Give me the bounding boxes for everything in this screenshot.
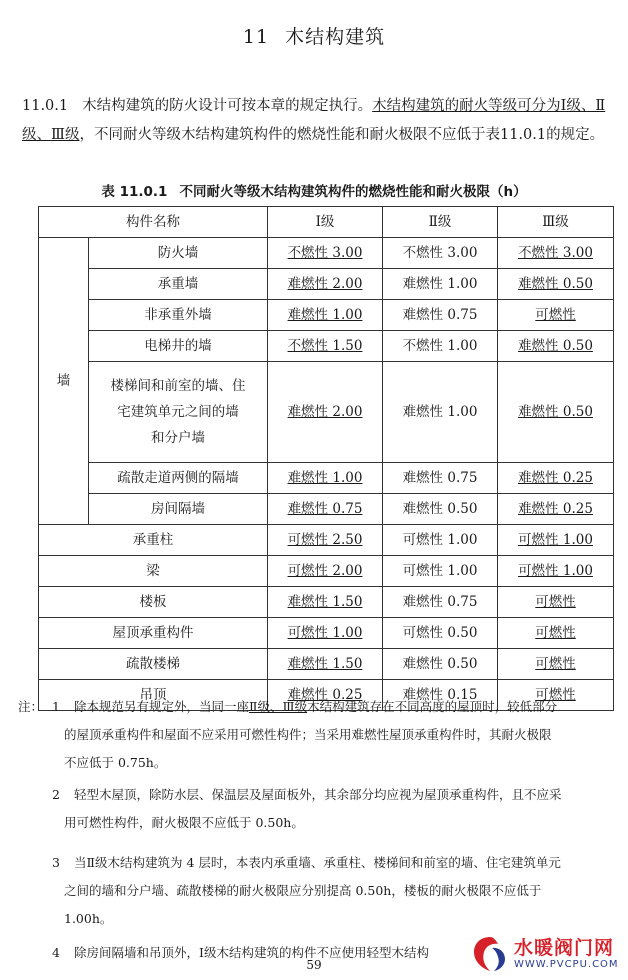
table-row: [39, 494, 614, 525]
note-1: 注： 1 除本规范另有规定外，当同一座Ⅱ级、Ⅲ级木结构建筑存在不同高度的屋顶时，较低部分 的屋顶承重构件和屋面不应采用可燃性构件；当采用难燃性屋顶承重构件时，其耐火极限 不应低于 0.75h。: [18, 693, 618, 777]
cell-grade-2: 难燃性 0.50: [383, 494, 498, 525]
cell-grade-1: 难燃性 1.50: [268, 649, 383, 680]
cell-grade-1: 可燃性 2.00: [268, 556, 383, 587]
cell-grade-2: 难燃性 0.75: [383, 587, 498, 618]
table-caption-number: 表 11.0.1: [101, 184, 168, 200]
cell-grade-2: 难燃性 0.75: [383, 463, 498, 494]
intro-paragraph: [22, 92, 612, 150]
table-row: [39, 463, 614, 494]
cell-grade-3: 不燃性 3.00: [498, 238, 614, 269]
page-number: 59: [306, 958, 322, 972]
notes-label: 注：: [18, 699, 44, 714]
note-1-underlined: Ⅱ级、Ⅲ级: [249, 699, 308, 714]
table-row: [39, 362, 614, 463]
wall-group-label: 墙: [39, 238, 89, 525]
table-caption-text: 不同耐火等级木结构建筑构件的燃烧性能和耐火极限（h）: [179, 184, 527, 200]
cell-grade-3: 可燃性: [498, 680, 614, 711]
row-name: 电梯井的墙: [89, 331, 268, 362]
watermark-title: 水暖阀门网: [514, 937, 615, 959]
header-component: 构件名称: [39, 207, 268, 238]
note-number: 1: [52, 699, 60, 714]
table-row: [39, 587, 614, 618]
cell-grade-3: 难燃性 0.25: [498, 463, 614, 494]
cell-grade-3: 可燃性: [498, 649, 614, 680]
cell-grade-1: 难燃性 1.00: [268, 300, 383, 331]
fire-rating-table: [38, 206, 614, 711]
intro-text-1: 木结构建筑的防火设计可按本章的规定执行。: [82, 98, 373, 114]
cell-grade-1: 难燃性 2.00: [268, 362, 383, 463]
chapter-title: 木结构建筑: [285, 26, 386, 48]
cell-grade-1: 难燃性 0.75: [268, 494, 383, 525]
note-2: 2 轻型木屋顶，除防水层、保温层及屋面板外，其余部分均应视为屋顶承重构件，且不应采 用可燃性构件，耐火极限不应低于 0.50h。: [18, 781, 618, 845]
watermark: [470, 930, 626, 978]
row-name: 楼板: [39, 587, 268, 618]
table-row: [39, 300, 614, 331]
cell-grade-2: 可燃性 0.50: [383, 618, 498, 649]
row-name-multiline: 楼梯间和前室的墙、住 宅建筑单元之间的墙 和分户墙: [89, 362, 268, 463]
cell-grade-3: 难燃性 0.50: [498, 362, 614, 463]
row-name: 承重柱: [39, 525, 268, 556]
intro-text-underlined: 木结构建筑的耐火等级可分为Ⅰ级、Ⅱ级、Ⅲ级: [22, 98, 606, 143]
cell-grade-1: 不燃性 1.50: [268, 331, 383, 362]
cell-grade-2: 可燃性 1.00: [383, 525, 498, 556]
cell-grade-3: 难燃性 0.50: [498, 331, 614, 362]
cell-grade-2: 不燃性 1.00: [383, 331, 498, 362]
cell-grade-3: 可燃性: [498, 618, 614, 649]
row-name: 承重墙: [89, 269, 268, 300]
watermark-url: WWW.PVCPU.COM: [514, 959, 619, 970]
header-grade-2: Ⅱ级: [383, 207, 498, 238]
row-name: 防火墙: [89, 238, 268, 269]
table-row: [39, 618, 614, 649]
header-grade-3: Ⅲ级: [498, 207, 614, 238]
row-name: 屋顶承重构件: [39, 618, 268, 649]
cell-grade-2: 难燃性 1.00: [383, 269, 498, 300]
row-name: 非承重外墙: [89, 300, 268, 331]
cell-grade-3: 可燃性: [498, 587, 614, 618]
cell-grade-1: 难燃性 2.00: [268, 269, 383, 300]
cell-grade-1: 难燃性 0.25: [268, 680, 383, 711]
row-name: 房间隔墙: [89, 494, 268, 525]
table-row: [39, 649, 614, 680]
note-3: 3 当Ⅱ级木结构建筑为 4 层时，本表内承重墙、承重柱、楼梯间和前室的墙、住宅建筑单元 之间的墙和分户墙、疏散楼梯的耐火极限应分别提高 0.50h，楼板的耐火极限不应低于 1.00h。: [18, 849, 618, 933]
cell-grade-3: 可燃性 1.00: [498, 556, 614, 587]
cell-grade-2: 难燃性 0.50: [383, 649, 498, 680]
note-number: 4: [52, 945, 60, 960]
row-name: 梁: [39, 556, 268, 587]
cell-grade-3: 难燃性 0.25: [498, 494, 614, 525]
cell-grade-1: 难燃性 1.50: [268, 587, 383, 618]
section-number: 11.0.1: [22, 98, 69, 114]
intro-text-2: ，不同耐火等级木结构建筑构件的燃烧性能和耐火极限不应低于表11.0.1的规定。: [79, 127, 605, 143]
page-title: [0, 22, 628, 49]
cell-grade-2: 难燃性 1.00: [383, 362, 498, 463]
cell-grade-1: 不燃性 3.00: [268, 238, 383, 269]
row-name: 疏散走道两侧的隔墙: [89, 463, 268, 494]
note-4: 4 除房间隔墙和吊顶外，Ⅰ级木结构建筑的构件不应使用轻型木结构: [18, 939, 618, 967]
cell-grade-2: 不燃性 3.00: [383, 238, 498, 269]
cell-grade-1: 可燃性 2.50: [268, 525, 383, 556]
notes-section: [18, 693, 618, 967]
cell-grade-2: 难燃性 0.75: [383, 300, 498, 331]
cell-grade-3: 可燃性: [498, 300, 614, 331]
row-name: 吊顶: [39, 680, 268, 711]
cell-grade-3: 难燃性 0.50: [498, 269, 614, 300]
cell-grade-2: 难燃性 0.15: [383, 680, 498, 711]
note-number: 2: [52, 787, 60, 802]
watermark-logo-icon: [470, 934, 510, 974]
cell-grade-1: 难燃性 1.00: [268, 463, 383, 494]
table-row: [39, 331, 614, 362]
table-row: [39, 525, 614, 556]
chapter-number: 11: [242, 26, 270, 48]
cell-grade-1: 可燃性 1.00: [268, 618, 383, 649]
table-row: [39, 556, 614, 587]
cell-grade-2: 可燃性 1.00: [383, 556, 498, 587]
table-header-row: [39, 207, 614, 238]
row-name: 疏散楼梯: [39, 649, 268, 680]
cell-grade-3: 可燃性 1.00: [498, 525, 614, 556]
table-row: [39, 269, 614, 300]
note-number: 3: [52, 855, 60, 870]
table-row: [39, 238, 614, 269]
header-grade-1: Ⅰ级: [268, 207, 383, 238]
table-caption: [0, 180, 628, 200]
